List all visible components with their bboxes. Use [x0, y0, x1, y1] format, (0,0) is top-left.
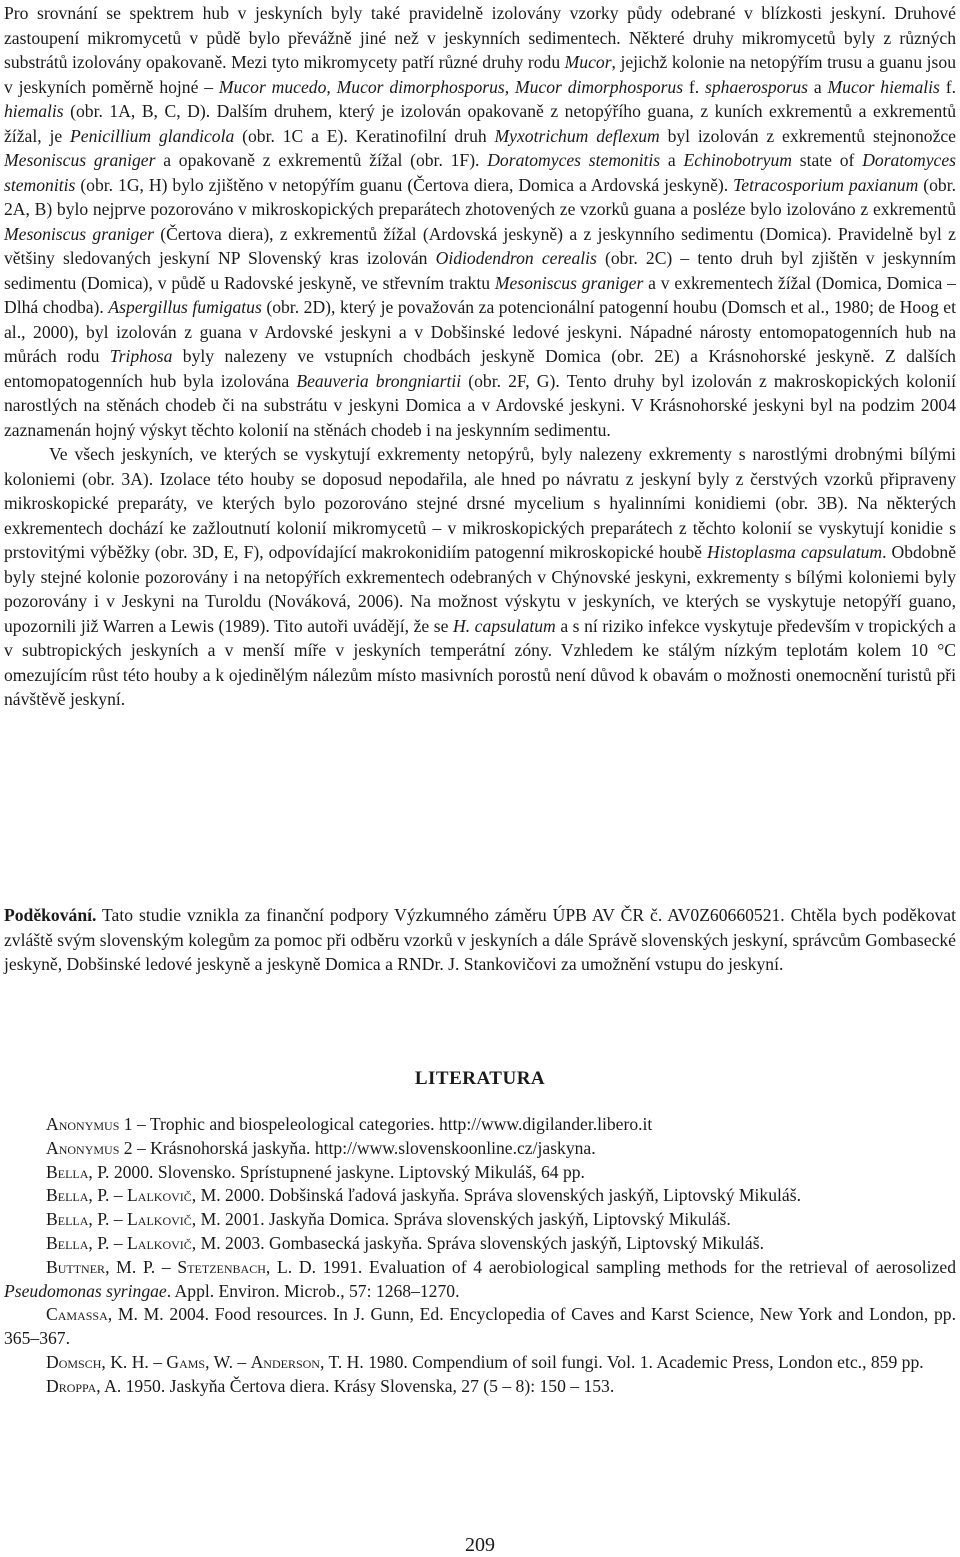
italic-term: Oidiodendron cerealis [435, 248, 597, 268]
italic-term: Mesoniscus graniger [4, 223, 154, 244]
text-run: , P. 2000. Slovensko. Sprístupnené jaskyne. Liptovský Mikuláš, 64 pp. [88, 1161, 585, 1182]
text-run: , A. 1950. Jaskyňa Čertova diera. Krásy Slovenska, 27 (5 – 8): 150 – 153. [96, 1375, 615, 1396]
text-run: byly nalezeny ve vstupních chodbách jeskyně Domica (obr. 2E) a Krásnohorské jeskyně. Z dalších entomopatogenních hub byla izolována [4, 346, 956, 391]
text-run: , M. 2000. Dobšinská ľadová jaskyňa. Správa slovenských jaskýň, Liptovský Mikuláš. [191, 1185, 801, 1206]
author-name: Stetzenbach [177, 1256, 266, 1277]
author-name: Gams [166, 1351, 206, 1372]
text-run: , M. P. – [105, 1256, 178, 1277]
italic-term: H. capsulatum [452, 615, 556, 636]
reference-item [4, 1232, 956, 1256]
text-run: f. [683, 76, 706, 97]
body-paragraph-1 [4, 1, 956, 442]
author-name: Anderson [250, 1351, 320, 1372]
text-run: , M. 2003. Gombasecká jaskyňa. Správa slovenských jaskýň, Liptovský Mikuláš. [191, 1232, 764, 1253]
italic-term: Pseudomonas syringae [4, 1280, 167, 1301]
italic-term: Beauveria brongniartii [296, 370, 462, 391]
reference-item [4, 1375, 956, 1399]
reference-item [4, 1113, 956, 1137]
text-run: byl izolován z exkrementů stejnonožce [659, 125, 956, 146]
italic-term: Penicillium glandicola [70, 125, 235, 146]
author-name: Lalkovič [127, 1232, 192, 1253]
italic-term: Mucor mucedo, Mucor dimorphosporus, Mucor dimorphosporus [218, 76, 684, 97]
text-run: a opakovaně z exkrementů žížal (obr. 1F). [155, 150, 488, 170]
italic-term: Aspergillus fumigatus [108, 297, 262, 317]
author-name: Droppa [46, 1375, 97, 1396]
italic-term: Histoplasma capsulatum [707, 542, 883, 562]
text-run: f. [939, 76, 956, 97]
text-run: a [660, 150, 684, 170]
author-name: Domsch [46, 1351, 102, 1372]
author-name: Buttner [46, 1256, 106, 1277]
italic-term: Echinobotryum [683, 150, 792, 170]
reference-item [4, 1208, 956, 1232]
reference-item [4, 1256, 956, 1304]
italic-term: Mesoniscus graniger [494, 272, 644, 293]
author-name: Bella [46, 1185, 89, 1206]
italic-term: Triphosa [109, 346, 173, 366]
text-run: (Čertova diera), z exkrementů žížal (Ardovská jeskyně) a z jeskynního sedimentu (Domica). Pravidelně byl z většiny sledovaných jeskyní NP Slovenský kras izolován [4, 223, 956, 268]
italic-term: Doratomyces stemonitis [4, 150, 956, 195]
author-name: Anonymus [46, 1137, 120, 1158]
reference-item [4, 1161, 956, 1185]
italic-term: hiemalis [4, 101, 64, 121]
text-run: , P. – [88, 1209, 128, 1230]
acknowledgement-paragraph [4, 903, 956, 977]
text-run: a [808, 76, 828, 97]
text-run: state of [791, 150, 863, 170]
acknowledgement-text: Tato studie vznikla za finanční podpory Výzkumného záměru ÚPB AV ČR č. AV0Z60660521. Chtěla bych poděkovat zvláště svým slovenským kolegům za pomoc při odběru vzorků v jeskyních a dále Správě slovenských jeskyní, správcům Gombasecké jeskyně, Dobšinské ledové jeskyně a jeskyně Domica a RNDr. J. Stankovičovi za umožnění vstupu do jeskyní. [4, 905, 956, 974]
text-run: 2 – Krásnohorská jaskyňa. http://www.slovenskoonline.cz/jaskyna. [119, 1137, 596, 1158]
body-paragraph-2 [4, 442, 956, 712]
acknowledgement-heading: Poděkování. [4, 905, 97, 925]
text-run: (obr. 2F, G). Tento druhy byl izolován z makroskopických kolonií narostlých na stěnách chodeb či na substrátu v jeskyni Domica a v Ardovské jeskyni. V Krásnohorské jeskyni byl na podzim 2004 zaznamenán hojný výskyt těchto kolonií na stěnách chodeb i na jeskynním sedimentu. [4, 370, 956, 440]
text-run: . Appl. Environ. Microb., 57: 1268–1270. [166, 1280, 460, 1301]
author-name: Anonymus [46, 1114, 120, 1134]
reference-item [4, 1303, 956, 1351]
text-run: (obr. 1G, H) bylo zjištěno v netopýřím guanu (Čertova diera, Domica a Ardovská jeskyně). [75, 174, 734, 195]
italic-term: sphaerosporus [705, 76, 808, 97]
reference-item [4, 1137, 956, 1161]
text-run: a v exkrementech žížal (Domica, Domica – Dlhá chodba). [4, 272, 956, 317]
author-name: Lalkovič [127, 1209, 192, 1230]
author-name: Bella [46, 1209, 89, 1230]
author-name: Camassa [46, 1304, 108, 1325]
text-run: , K. H. – [101, 1351, 167, 1372]
text-run: Ve všech jeskyních, ve kterých se vyskytují exkrementy netopýrů, byly nalezeny exkrementy s narostlými drobnými bílými koloniemi (obr. 3A). Izolace této houby se doposud nepodařila, ale hned po návratu z jeskyní byly z čerstvých vzorků připraveny mikroskopické preparáty, ve kterých bylo pozorováno stejné drsné mycelium s hyalinními konidiemi (obr. 3B). Na některých exkrementech dochází ke zažloutnutí kolonií mikromycetů – v mikroskopických preparátech z těchto kolonií se vyskytují konidie s prstovitými výběžky (obr. 3D, E, F), odpovídající makrokonidiím patogenní mikroskopické houbě [4, 444, 956, 562]
text-run: (obr. 2D), který je považován za potencionální patogenní houbu (Domsch et al., 1980; de Hoog et al., 2000), byl izolován z guana v Ardovské jeskyni a v Dobšinské ledové jeskyni. Nápadné nárosty entomopatogenních hub na můrách rodu [4, 297, 956, 366]
reference-item [4, 1351, 956, 1375]
text-run: , W. – [205, 1351, 251, 1372]
reference-item [4, 1184, 956, 1208]
text-run: (obr. 1C a E). Keratinofilní druh [234, 125, 495, 146]
text-run: , jejichž kolonie na netopýřím trusu a guanu jsou v jeskyních poměrně hojné – [4, 52, 956, 97]
text-run: (obr. 2A, B) bylo nejprve pozorováno v mikroskopických preparátech zhotovených ze vzorků guana a posléze bylo izolováno z exkrementů [4, 174, 956, 219]
italic-term: Myxotrichum deflexum [494, 125, 660, 146]
body-text [4, 1, 956, 712]
italic-term: Mucor [564, 52, 612, 72]
italic-term: Mucor hiemalis [827, 76, 940, 97]
author-name: Bella [46, 1161, 89, 1182]
text-run: , L. D. 1991. Evaluation of 4 aerobiological sampling methods for the retrieval of aerosolized [265, 1256, 956, 1277]
text-run: , P. – [88, 1185, 128, 1206]
author-name: Bella [46, 1232, 89, 1253]
italic-term: Mesoniscus graniger [4, 150, 156, 170]
italic-term: Doratomyces stemonitis [487, 150, 661, 170]
text-run: , T. H. 1980. Compendium of soil fungi. Vol. 1. Academic Press, London etc., 859 pp. [319, 1351, 924, 1372]
text-run: a s ní riziko infekce vyskytuje především v tropických a v subtropických jeskyních a v menší míře v jeskyních temperátní zóny. Vzhledem ke stálým nízkým teplotám kolem 10 °C omezujícím růst této houby a k ojedinělým nálezům místo masivních porostů není důvod k obavám o možnosti onemocnění turistů při návštěvě jeskyní. [4, 615, 956, 709]
author-name: Lalkovič [127, 1185, 192, 1206]
text-run: , M. 2001. Jaskyňa Domica. Správa slovenských jaskýň, Liptovský Mikuláš. [191, 1209, 731, 1230]
text-run: . Obdobně byly stejné kolonie pozorovány i na netopýřích exkrementech odebraných v Chýnovské jeskyni, exkrementy s bílými koloniemi byly pozorovány i v Jeskyni na Turoldu (Nováková, 2006). Na možnost výskytu v jeskyních, ve kterých se vyskytuje netopýří guano, upozornili již Warren a Lewis (1989). Tito autoři uvádějí, že se [4, 542, 956, 636]
text-run: , P. – [88, 1232, 128, 1253]
text-run: (obr. 2C) – tento druh byl zjištěn v jeskynním sedimentu (Domica), v půdě u Radovské jeskyně, ve střevním traktu [4, 248, 957, 293]
text-run: , M. M. 2004. Food resources. In J. Gunn, Ed. Encyclopedia of Caves and Karst Science, New York and London, pp. 365–367. [4, 1304, 956, 1349]
text-run: 1 – Trophic and biospeleological categories. http://www.digilander.libero.it [119, 1114, 653, 1134]
page-number: 209 [465, 1534, 495, 1556]
text-run: (obr. 1A, B, C, D). Dalším druhem, který je izolován opakovaně z netopýřího guana, z kuních exkrementů a exkrementů žížal, je [4, 101, 956, 146]
italic-term: Tetracosporium paxianum [733, 174, 919, 195]
text-run: Pro srovnání se spektrem hub v jeskyních byly také pravidelně izolovány vzorky půdy odebrané v blízkosti jeskyní. Druhové zastoupení mikromycetů v půdě bylo převážně jiné než v jeskynních sedimentech. Některé druhy mikromycetů byly z různých substrátů izolovány opakovaně. Mezi tyto mikromycety patří různé druhy rodu [4, 3, 956, 72]
reference-list [4, 1113, 956, 1399]
literature-heading: LITERATURA [414, 1068, 546, 1089]
